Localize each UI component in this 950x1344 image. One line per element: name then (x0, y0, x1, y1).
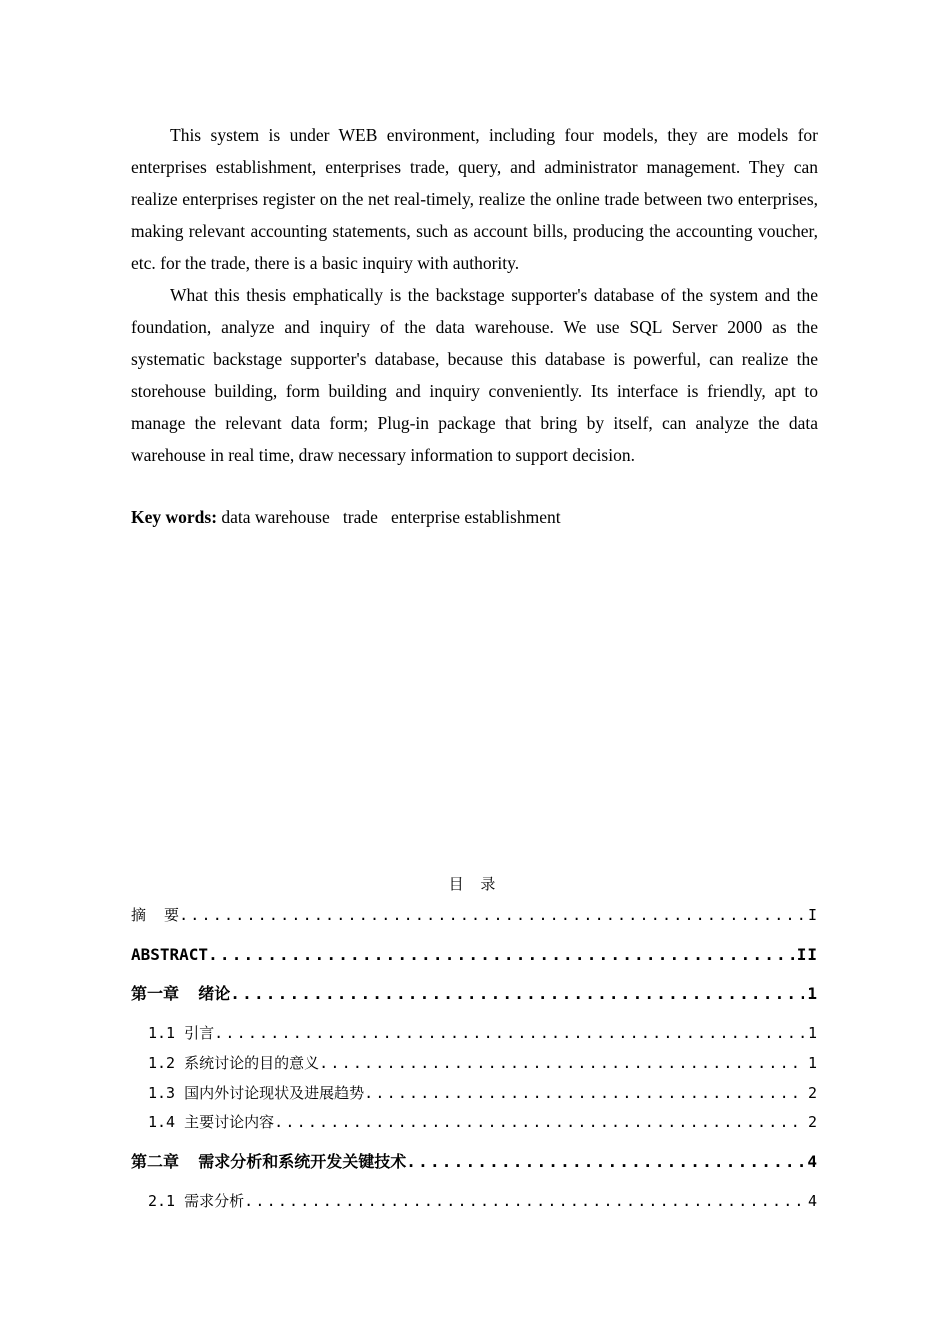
toc-entry-label: 第一章 绪论 (131, 984, 231, 1003)
toc-entry-chapter-2[interactable] (131, 1151, 818, 1173)
toc-entry-page: II (796, 945, 818, 964)
toc-entry-page: 1 (807, 1024, 818, 1042)
toc-leader-dots (214, 1022, 805, 1044)
toc-entry-page: 4 (807, 1192, 818, 1210)
toc-title: 目 录 (448, 875, 502, 893)
keywords-line (131, 501, 818, 533)
toc-leader-dots (208, 944, 794, 966)
toc-entry-label: 1.1 引言 (148, 1024, 215, 1042)
toc-leader-dots (364, 1082, 805, 1104)
toc-entry-section-2-1[interactable] (148, 1190, 818, 1212)
keywords-label: Key words: (131, 507, 218, 527)
toc-entry-label: 1.3 国内外讨论现状及进展趋势 (148, 1084, 365, 1102)
toc-entry-chapter-1[interactable] (131, 983, 818, 1005)
toc-leader-dots (406, 1151, 804, 1173)
toc-entry-label: 1.2 系统讨论的目的意义 (148, 1054, 320, 1072)
toc-entry-page: 2 (807, 1113, 818, 1131)
toc-entry-abstract-cn[interactable] (131, 904, 818, 926)
toc-entry-label: 2.1 需求分析 (148, 1192, 245, 1210)
toc-entry-label: 第二章 需求分析和系统开发关键技术 (131, 1152, 407, 1171)
toc-entry-abstract-en[interactable] (131, 944, 818, 966)
toc-entry-page: I (807, 906, 818, 924)
toc-entry-section-1-1[interactable] (148, 1022, 818, 1044)
abstract-paragraph-2: What this thesis emphatically is the backstage supporter's database of the system and the foundation, analyze and inquiry of the data warehouse. We use SQL Server 2000 as the systematic backstage supporter's database, because this database is powerful, can realize the storehouse building, form building and inquiry conveniently. Its interface is friendly, apt to manage the relevant data form; Plug-in package that bring by itself, can analyze the data warehouse in real time, draw necessary information to support decision. (131, 285, 818, 465)
toc-entry-label: 摘 要 (131, 906, 180, 924)
toc-leader-dots (319, 1052, 805, 1074)
toc-leader-dots (230, 983, 804, 1005)
toc-entry-page: 4 (807, 1152, 818, 1171)
toc-entry-section-1-4[interactable] (148, 1111, 818, 1133)
toc-entry-page: 2 (807, 1084, 818, 1102)
abstract-paragraph-1: This system is under WEB environment, including four models, they are models for enterprises establishment, enterprises trade, query, and administrator management. They can realize enterprises register on the net real-timely, realize the online trade between two enterprises, making relevant accounting statements, such as account bills, producing the accounting voucher, etc. for the trade, there is a basic inquiry with authority. (131, 125, 818, 273)
toc-leader-dots (244, 1190, 805, 1212)
toc-leader-dots (179, 904, 805, 926)
keywords-values: data warehouse trade enterprise establishment (217, 507, 561, 527)
toc-entry-page: 1 (807, 1054, 818, 1072)
abstract-body (131, 119, 818, 471)
toc-entry-section-1-3[interactable] (148, 1082, 818, 1104)
toc-entry-section-1-2[interactable] (148, 1052, 818, 1074)
toc-entry-label: 1.4 主要讨论内容 (148, 1113, 275, 1131)
toc-leader-dots (274, 1111, 805, 1133)
toc-entry-label: ABSTRACT (131, 945, 209, 964)
toc-entry-page: 1 (807, 984, 818, 1003)
